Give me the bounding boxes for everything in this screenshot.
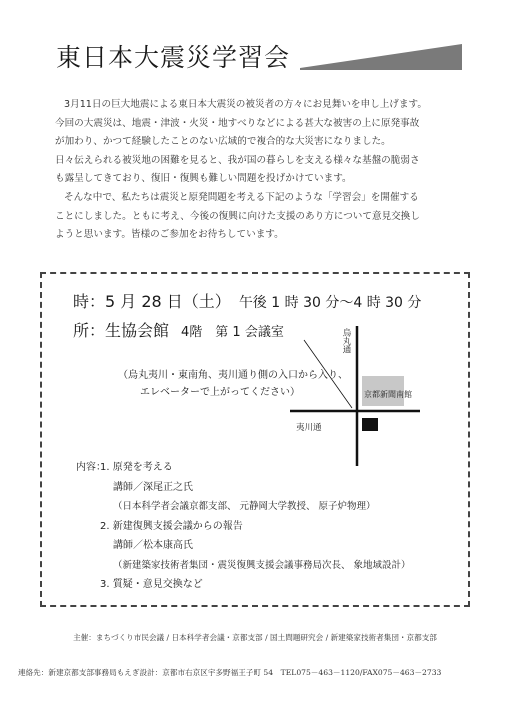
time-range: 午後 1 時 30 分～4 時 30 分 xyxy=(238,295,422,311)
intro-line: 日々伝えられる被災地の困難を見ると、我が国の暮らしを支える様々な基盤の脆弱さ xyxy=(55,154,420,166)
street-vertical-label: 烏丸通 xyxy=(341,328,351,354)
lecturer-name: 講師／深尾正之氏 xyxy=(113,481,193,493)
intro-line: 今回の大震災は、地震・津波・火災・地すべりなどによる甚大な被害の上に原発事故 xyxy=(55,117,420,129)
lecturer-name: 講師／松本康高氏 xyxy=(113,540,193,551)
access-line: （烏丸夷川・東南角、夷川通り側の入口から入り、 xyxy=(118,370,348,381)
venue-label: 所：生協会館 xyxy=(73,321,170,340)
venue-map xyxy=(290,326,420,466)
sponsors-line: 主催：まちづくり市民会議 / 日本科学者会議・京都支部 / 国土問題研究会 / 新建築家技術者集団・京都支部 xyxy=(73,633,437,642)
venue-marker xyxy=(362,418,378,431)
intro-line: そんな中で、私たちは震災と原発問題を考える下記のような「学習会」を開催する xyxy=(64,191,419,203)
program-item: 1. 原発を考える xyxy=(100,462,173,473)
venue-room: 4階 第 1 会議室 xyxy=(181,325,284,340)
intro-line: 3月11日の巨大地震による東日本大震災の被災者の方々にお見舞いを申し上げます。 xyxy=(64,99,427,110)
intro-line: ようと思います。皆様のご参加をお待ちしています。 xyxy=(55,229,284,241)
date-label: 時：5 月 28 日（土） xyxy=(73,292,231,311)
intro-line: が加わり、かつて経験したことのない広域的で複合的な大災害になりました。 xyxy=(55,136,391,148)
program-item: 3. 質疑・意見交換など xyxy=(100,579,203,590)
event-date xyxy=(73,289,421,312)
contents-label: 内容： xyxy=(76,462,106,473)
intro-line: ことにしました。ともに考え、今後の復興に向けた支援のあり方について意見交換し xyxy=(55,210,420,222)
building-label: 京都新聞南館 xyxy=(364,390,412,399)
intro-line: も露呈してきており、復旧・復興も難しい問題を投げかけています。 xyxy=(55,173,352,185)
program-item: 2. 新建復興支援会議からの報告 xyxy=(100,520,243,532)
contact-line: 連絡先：新建京都支部事務局もえぎ設計：京都市右京区宇多野福王子町 54 TEL075－463－1120/FAX075－463－2733 xyxy=(18,668,442,677)
page-title: 東日本大震災学習会 xyxy=(56,43,291,72)
lecturer-affiliation: （新建築家技術者集団・震災復興支援会議事務局次長、 象地域設計） xyxy=(113,559,411,571)
event-venue xyxy=(73,318,284,341)
access-line: エレベーターで上がってください） xyxy=(140,387,300,398)
lecturer-affiliation: （日本科学者会議京都支部、 元静岡大学教授、 原子炉物理） xyxy=(113,501,376,512)
title-decoration xyxy=(300,44,462,70)
intro-text xyxy=(55,96,465,245)
street-horizontal-label: 夷川通 xyxy=(296,423,322,433)
